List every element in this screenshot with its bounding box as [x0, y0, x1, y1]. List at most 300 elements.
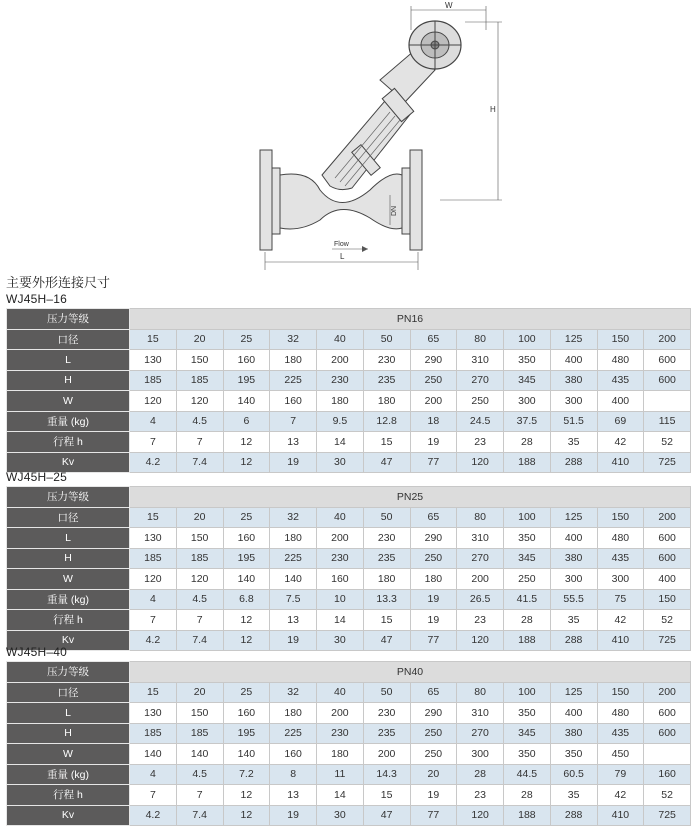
- cell: 350: [504, 528, 551, 549]
- cell: 410: [597, 630, 644, 651]
- cell: 290: [410, 350, 457, 371]
- row-label-stroke: 行程 h: [7, 785, 130, 806]
- row-label-dn: 口径: [7, 507, 130, 528]
- cell: 4.5: [176, 411, 223, 432]
- cell: 14.3: [363, 764, 410, 785]
- cell: 47: [363, 452, 410, 473]
- cell: 7: [130, 785, 177, 806]
- cell: 200: [363, 744, 410, 765]
- cell: 250: [457, 391, 504, 412]
- cell: 435: [597, 370, 644, 391]
- cell: 4.2: [130, 452, 177, 473]
- cell: 8: [270, 764, 317, 785]
- cell: 7.2: [223, 764, 270, 785]
- row-label-h: H: [7, 723, 130, 744]
- cell: 24.5: [457, 411, 504, 432]
- cell: 250: [410, 744, 457, 765]
- cell: 188: [504, 452, 551, 473]
- cell: 15: [130, 682, 177, 703]
- cell: 23: [457, 610, 504, 631]
- row-label-pressure: 压力等级: [7, 487, 130, 508]
- cell: 19: [410, 785, 457, 806]
- cell: 130: [130, 703, 177, 724]
- cell: 185: [130, 370, 177, 391]
- cell: 400: [550, 350, 597, 371]
- cell: 310: [457, 528, 504, 549]
- dim-label-dn: DN: [391, 205, 398, 216]
- cell: 120: [130, 391, 177, 412]
- cell: 600: [644, 723, 691, 744]
- cell: 20: [176, 507, 223, 528]
- cell: 140: [223, 569, 270, 590]
- cell: 15: [363, 432, 410, 453]
- cell: 14: [317, 610, 364, 631]
- cell: 26.5: [457, 589, 504, 610]
- cell: 13.3: [363, 589, 410, 610]
- cell: 9.5: [317, 411, 364, 432]
- cell: 410: [597, 805, 644, 826]
- cell: 300: [550, 569, 597, 590]
- cell: 15: [130, 329, 177, 350]
- cell: 77: [410, 630, 457, 651]
- cell: 12: [223, 432, 270, 453]
- row-label-l: L: [7, 528, 130, 549]
- cell: 600: [644, 350, 691, 371]
- cell: 7: [270, 411, 317, 432]
- cell: 47: [363, 805, 410, 826]
- cell: 160: [223, 350, 270, 371]
- cell: 350: [504, 703, 551, 724]
- cell: 235: [363, 370, 410, 391]
- pressure-value: PN40: [130, 662, 691, 683]
- model-title-wj45h-40: WJ45H–40: [6, 645, 67, 659]
- cell: 380: [550, 370, 597, 391]
- pressure-value: PN16: [130, 309, 691, 330]
- cell: 140: [223, 391, 270, 412]
- cell: 185: [130, 548, 177, 569]
- cell: 230: [317, 370, 364, 391]
- cell: 300: [504, 391, 551, 412]
- cell: 380: [550, 723, 597, 744]
- row-dn: [7, 682, 691, 703]
- cell: 30: [317, 805, 364, 826]
- cell: 65: [410, 507, 457, 528]
- cell: 435: [597, 548, 644, 569]
- cell: 30: [317, 630, 364, 651]
- cell: 80: [457, 507, 504, 528]
- cell: 35: [550, 432, 597, 453]
- cell: 69: [597, 411, 644, 432]
- cell: 180: [270, 528, 317, 549]
- cell: 288: [550, 805, 597, 826]
- cell: 160: [644, 764, 691, 785]
- section-title: 主要外形连接尺寸: [6, 275, 111, 290]
- cell: 125: [550, 507, 597, 528]
- cell: 14: [317, 785, 364, 806]
- cell: 270: [457, 723, 504, 744]
- row-label-stroke: 行程 h: [7, 432, 130, 453]
- cell: 18: [410, 411, 457, 432]
- cell: 250: [410, 548, 457, 569]
- row-dn: [7, 329, 691, 350]
- dim-label-l: L: [340, 252, 345, 261]
- cell: 115: [644, 411, 691, 432]
- cell: 30: [317, 452, 364, 473]
- row-label-stroke: 行程 h: [7, 610, 130, 631]
- cell: 200: [644, 329, 691, 350]
- cell: 140: [223, 744, 270, 765]
- cell: 37.5: [504, 411, 551, 432]
- cell: 600: [644, 528, 691, 549]
- cell: 250: [410, 370, 457, 391]
- cell: 725: [644, 452, 691, 473]
- model-title-wj45h-25: WJ45H–25: [6, 470, 67, 484]
- cell: 288: [550, 452, 597, 473]
- row-label-kv: Kv: [7, 630, 130, 651]
- cell: 19: [410, 432, 457, 453]
- cell: 120: [176, 569, 223, 590]
- row-weight: [7, 589, 691, 610]
- cell: 150: [644, 589, 691, 610]
- cell: 188: [504, 805, 551, 826]
- cell: 380: [550, 548, 597, 569]
- row-h: [7, 548, 691, 569]
- row-label-w: W: [7, 391, 130, 412]
- row-label-weight: 重量 (kg): [7, 764, 130, 785]
- row-label-weight: 重量 (kg): [7, 411, 130, 432]
- cell: 19: [270, 805, 317, 826]
- row-label-kv: Kv: [7, 805, 130, 826]
- cell: 435: [597, 723, 644, 744]
- cell: 12: [223, 805, 270, 826]
- cell: 42: [597, 432, 644, 453]
- cell: 345: [504, 723, 551, 744]
- cell: 19: [410, 589, 457, 610]
- cell: 15: [363, 610, 410, 631]
- cell: 120: [457, 452, 504, 473]
- cell: 52: [644, 785, 691, 806]
- cell: 185: [176, 723, 223, 744]
- cell: 180: [317, 744, 364, 765]
- cell: 150: [597, 507, 644, 528]
- cell: 40: [317, 682, 364, 703]
- row-label-w: W: [7, 744, 130, 765]
- cell: 180: [317, 391, 364, 412]
- cell: 32: [270, 329, 317, 350]
- cell: 120: [130, 569, 177, 590]
- cell: 200: [457, 569, 504, 590]
- cell: 6.8: [223, 589, 270, 610]
- cell: 200: [317, 350, 364, 371]
- cell: 25: [223, 507, 270, 528]
- cell: 4.5: [176, 764, 223, 785]
- cell: 77: [410, 805, 457, 826]
- cell: 225: [270, 370, 317, 391]
- cell: 200: [317, 703, 364, 724]
- cell: 140: [130, 744, 177, 765]
- cell: 44.5: [504, 764, 551, 785]
- cell: 125: [550, 329, 597, 350]
- cell: 130: [130, 528, 177, 549]
- cell: 480: [597, 703, 644, 724]
- spec-table-wj45h-25: [6, 486, 691, 651]
- cell: 200: [410, 391, 457, 412]
- cell: 10: [317, 589, 364, 610]
- cell: 230: [317, 723, 364, 744]
- row-weight: [7, 764, 691, 785]
- cell: 19: [270, 452, 317, 473]
- cell: 7: [130, 432, 177, 453]
- cell: 32: [270, 682, 317, 703]
- row-dn: [7, 507, 691, 528]
- row-label-h: H: [7, 370, 130, 391]
- cell: 79: [597, 764, 644, 785]
- cell: 180: [363, 569, 410, 590]
- cell: 42: [597, 785, 644, 806]
- cell: 50: [363, 682, 410, 703]
- cell: 7: [130, 610, 177, 631]
- row-label-dn: 口径: [7, 682, 130, 703]
- row-w: [7, 569, 691, 590]
- row-stroke: [7, 432, 691, 453]
- cell: 225: [270, 723, 317, 744]
- cell: 290: [410, 528, 457, 549]
- row-h: [7, 370, 691, 391]
- cell: 225: [270, 548, 317, 569]
- cell: 188: [504, 630, 551, 651]
- model-title-wj45h-16: WJ45H–16: [6, 292, 67, 306]
- cell: 230: [363, 350, 410, 371]
- cell: 160: [270, 391, 317, 412]
- row-stroke: [7, 785, 691, 806]
- cell: 100: [504, 682, 551, 703]
- cell: 185: [130, 723, 177, 744]
- cell: 12: [223, 452, 270, 473]
- cell: 200: [317, 528, 364, 549]
- row-kv: [7, 630, 691, 651]
- cell: 400: [550, 528, 597, 549]
- row-label-pressure: 压力等级: [7, 309, 130, 330]
- cell: 7: [176, 785, 223, 806]
- row-label-kv: Kv: [7, 452, 130, 473]
- cell: 13: [270, 432, 317, 453]
- row-label-l: L: [7, 703, 130, 724]
- cell: 80: [457, 329, 504, 350]
- cell: 40: [317, 329, 364, 350]
- cell: 7.4: [176, 630, 223, 651]
- cell: 235: [363, 723, 410, 744]
- cell: 41.5: [504, 589, 551, 610]
- cell: 300: [550, 391, 597, 412]
- cell: 12.8: [363, 411, 410, 432]
- cell: 4: [130, 411, 177, 432]
- cell: 180: [270, 703, 317, 724]
- cell: 600: [644, 703, 691, 724]
- cell: 270: [457, 548, 504, 569]
- cell: 7.5: [270, 589, 317, 610]
- cell: 345: [504, 370, 551, 391]
- row-stroke: [7, 610, 691, 631]
- dim-label-h: H: [490, 105, 496, 114]
- cell: 75: [597, 589, 644, 610]
- cell: 195: [223, 370, 270, 391]
- cell: 50: [363, 329, 410, 350]
- cell: 7: [176, 610, 223, 631]
- cell: 140: [176, 744, 223, 765]
- cell: 19: [410, 610, 457, 631]
- cell: 40: [317, 507, 364, 528]
- cell: 65: [410, 682, 457, 703]
- cell: 20: [176, 329, 223, 350]
- cell: 150: [597, 682, 644, 703]
- cell: 28: [504, 610, 551, 631]
- cell: 25: [223, 682, 270, 703]
- cell: 180: [270, 350, 317, 371]
- cell: 12: [223, 630, 270, 651]
- cell: 230: [363, 703, 410, 724]
- cell: 20: [176, 682, 223, 703]
- cell: 480: [597, 350, 644, 371]
- cell: 100: [504, 329, 551, 350]
- cell: 150: [176, 528, 223, 549]
- cell: 7: [176, 432, 223, 453]
- cell: 28: [504, 785, 551, 806]
- row-w: [7, 744, 691, 765]
- row-kv: [7, 805, 691, 826]
- cell: 19: [270, 630, 317, 651]
- cell: 725: [644, 805, 691, 826]
- cell: 11: [317, 764, 364, 785]
- spec-table-wj45h-40: [6, 661, 691, 826]
- cell: 450: [597, 744, 644, 765]
- cell: 12: [223, 785, 270, 806]
- row-l: [7, 350, 691, 371]
- cell: 600: [644, 370, 691, 391]
- cell: 480: [597, 528, 644, 549]
- dim-label-flow: Flow: [334, 241, 349, 248]
- cell: 51.5: [550, 411, 597, 432]
- cell: 195: [223, 548, 270, 569]
- cell: 32: [270, 507, 317, 528]
- cell: 28: [504, 432, 551, 453]
- cell: 345: [504, 548, 551, 569]
- cell: 200: [644, 507, 691, 528]
- cell: 77: [410, 452, 457, 473]
- dim-label-w: W: [445, 1, 453, 10]
- cell: 350: [550, 744, 597, 765]
- cell: 160: [317, 569, 364, 590]
- cell: 310: [457, 350, 504, 371]
- row-w: [7, 391, 691, 412]
- cell: 180: [363, 391, 410, 412]
- cell: [644, 391, 691, 412]
- cell: 47: [363, 630, 410, 651]
- row-label-l: L: [7, 350, 130, 371]
- cell: 350: [504, 350, 551, 371]
- cell: 6: [223, 411, 270, 432]
- cell: 28: [457, 764, 504, 785]
- cell: 23: [457, 432, 504, 453]
- cell: 125: [550, 682, 597, 703]
- cell: [644, 744, 691, 765]
- cell: 160: [270, 744, 317, 765]
- cell: 400: [550, 703, 597, 724]
- cell: 35: [550, 610, 597, 631]
- cell: 50: [363, 507, 410, 528]
- cell: 150: [176, 350, 223, 371]
- cell: 100: [504, 507, 551, 528]
- cell: 400: [644, 569, 691, 590]
- row-weight: [7, 411, 691, 432]
- cell: 4.2: [130, 630, 177, 651]
- cell: 410: [597, 452, 644, 473]
- cell: 310: [457, 703, 504, 724]
- cell: 7.4: [176, 452, 223, 473]
- cell: 52: [644, 610, 691, 631]
- cell: 350: [504, 744, 551, 765]
- cell: 150: [176, 703, 223, 724]
- row-h: [7, 723, 691, 744]
- spec-table-wj45h-16: [6, 308, 691, 473]
- cell: 120: [457, 805, 504, 826]
- cell: 4.5: [176, 589, 223, 610]
- cell: 235: [363, 548, 410, 569]
- cell: 300: [597, 569, 644, 590]
- cell: 20: [410, 764, 457, 785]
- cell: 120: [457, 630, 504, 651]
- cell: 230: [317, 548, 364, 569]
- row-label-dn: 口径: [7, 329, 130, 350]
- cell: 23: [457, 785, 504, 806]
- cell: 15: [363, 785, 410, 806]
- cell: 250: [410, 723, 457, 744]
- cell: 13: [270, 610, 317, 631]
- cell: 120: [176, 391, 223, 412]
- cell: 185: [176, 370, 223, 391]
- cell: 12: [223, 610, 270, 631]
- cell: 80: [457, 682, 504, 703]
- valve-drawing: [240, 0, 520, 272]
- cell: 35: [550, 785, 597, 806]
- row-label-w: W: [7, 569, 130, 590]
- cell: 60.5: [550, 764, 597, 785]
- cell: 140: [270, 569, 317, 590]
- cell: 52: [644, 432, 691, 453]
- cell: 7.4: [176, 805, 223, 826]
- cell: 400: [597, 391, 644, 412]
- cell: 250: [504, 569, 551, 590]
- row-label-pressure: 压力等级: [7, 662, 130, 683]
- cell: 150: [597, 329, 644, 350]
- cell: 290: [410, 703, 457, 724]
- cell: 25: [223, 329, 270, 350]
- row-label-weight: 重量 (kg): [7, 589, 130, 610]
- cell: 185: [176, 548, 223, 569]
- cell: 180: [410, 569, 457, 590]
- cell: 55.5: [550, 589, 597, 610]
- row-l: [7, 528, 691, 549]
- cell: 230: [363, 528, 410, 549]
- cell: 130: [130, 350, 177, 371]
- row-kv: [7, 452, 691, 473]
- cell: 4: [130, 764, 177, 785]
- cell: 65: [410, 329, 457, 350]
- cell: 270: [457, 370, 504, 391]
- cell: 160: [223, 528, 270, 549]
- cell: 15: [130, 507, 177, 528]
- cell: 160: [223, 703, 270, 724]
- cell: 300: [457, 744, 504, 765]
